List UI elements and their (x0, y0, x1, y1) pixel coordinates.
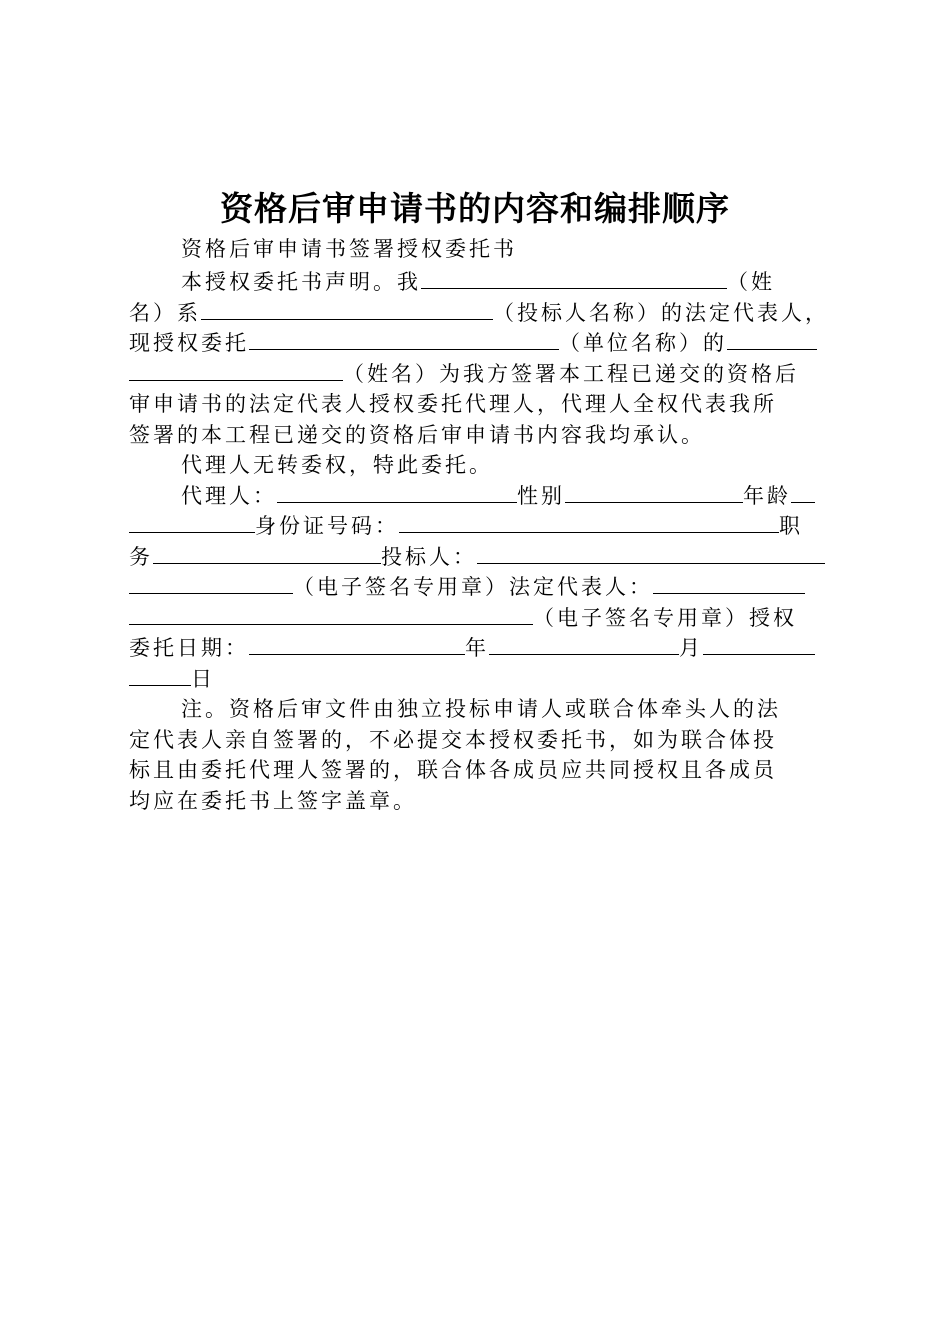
line-text: 日 (191, 666, 215, 691)
body-line (129, 420, 831, 451)
fill-in-blank[interactable] (129, 665, 191, 686)
fill-in-blank[interactable] (489, 634, 679, 655)
line-text: 名）系 (129, 300, 201, 325)
document-title: 资格后审申请书的内容和编排顺序 (220, 189, 730, 228)
line-text: （投标人名称）的法定代表人， (493, 300, 829, 325)
fill-in-blank[interactable] (129, 360, 343, 381)
fill-in-blank[interactable] (399, 512, 779, 533)
line-text: 务 (129, 544, 153, 569)
line-text: 投标人： (381, 544, 477, 569)
body-line (129, 725, 831, 756)
fill-in-blank[interactable] (565, 482, 743, 503)
line-text: 注。资格后审文件由独立投标申请人或联合体牵头人的法 (181, 697, 781, 721)
body-line (129, 664, 831, 695)
line-text: 身份证号码： (255, 514, 399, 538)
fill-in-blank[interactable] (703, 634, 815, 655)
body-line (129, 328, 831, 359)
line-text: 职 (779, 514, 803, 538)
fill-in-blank[interactable] (727, 329, 817, 350)
body-line (129, 633, 831, 664)
body-line (129, 786, 831, 817)
body-line (129, 481, 831, 512)
fill-in-blank[interactable] (129, 573, 293, 594)
line-text: 年龄 (743, 483, 791, 508)
body-line (129, 542, 831, 573)
fill-in-blank[interactable] (129, 604, 533, 625)
body-line (129, 389, 831, 420)
line-text: 月 (679, 636, 703, 660)
fill-in-blank[interactable] (201, 299, 493, 320)
line-text: （电子签名专用章）法定代表人： (293, 575, 653, 599)
line-text: 委托日期： (129, 636, 249, 660)
line-text: 均应在委托书上签字盖章。 (129, 788, 417, 813)
body-line (129, 298, 831, 329)
fill-in-blank[interactable] (153, 543, 381, 564)
line-text: 性别 (517, 483, 565, 508)
fill-in-blank[interactable] (249, 329, 559, 350)
fill-in-blank[interactable] (653, 573, 805, 594)
line-text: 标且由委托代理人签署的，联合体各成员应共同授权且各成员 (129, 758, 777, 782)
subtitle-block (129, 234, 831, 265)
line-text: 代理人无转委权，特此委托。 (181, 453, 493, 477)
body-line (129, 511, 831, 542)
fill-in-blank[interactable] (129, 512, 255, 533)
line-text: （姓名）为我方签署本工程已递交的资格后 (343, 361, 799, 386)
body-line (129, 694, 831, 725)
authorization-body (129, 267, 831, 816)
body-line (129, 450, 831, 481)
body-line (129, 603, 831, 634)
line-text: 年 (465, 636, 489, 660)
line-text: （单位名称）的 (559, 331, 727, 355)
line-text: （电子签名专用章）授权 (533, 605, 797, 630)
body-line (129, 755, 831, 786)
fill-in-blank[interactable] (791, 482, 815, 503)
body-line (129, 359, 831, 390)
line-text: 定代表人亲自签署的，不必提交本授权委托书，如为联合体投 (129, 727, 777, 752)
line-text: 本授权委托书声明。我 (181, 270, 421, 294)
line-text: 代理人： (181, 483, 277, 508)
fill-in-blank[interactable] (421, 268, 727, 289)
fill-in-blank[interactable] (249, 634, 465, 655)
line-text: 审申请书的法定代表人授权委托代理人，代理人全权代表我所 (129, 392, 777, 416)
body-line (129, 572, 831, 603)
body-line (129, 267, 831, 298)
document-subtitle: 资格后审申请书签署授权委托书 (181, 237, 517, 261)
fill-in-blank[interactable] (477, 543, 825, 564)
line-text: （姓 (727, 270, 775, 294)
line-text: 签署的本工程已递交的资格后审申请书内容我均承认。 (129, 422, 705, 447)
fill-in-blank[interactable] (277, 482, 517, 503)
line-text: 现授权委托 (129, 331, 249, 355)
